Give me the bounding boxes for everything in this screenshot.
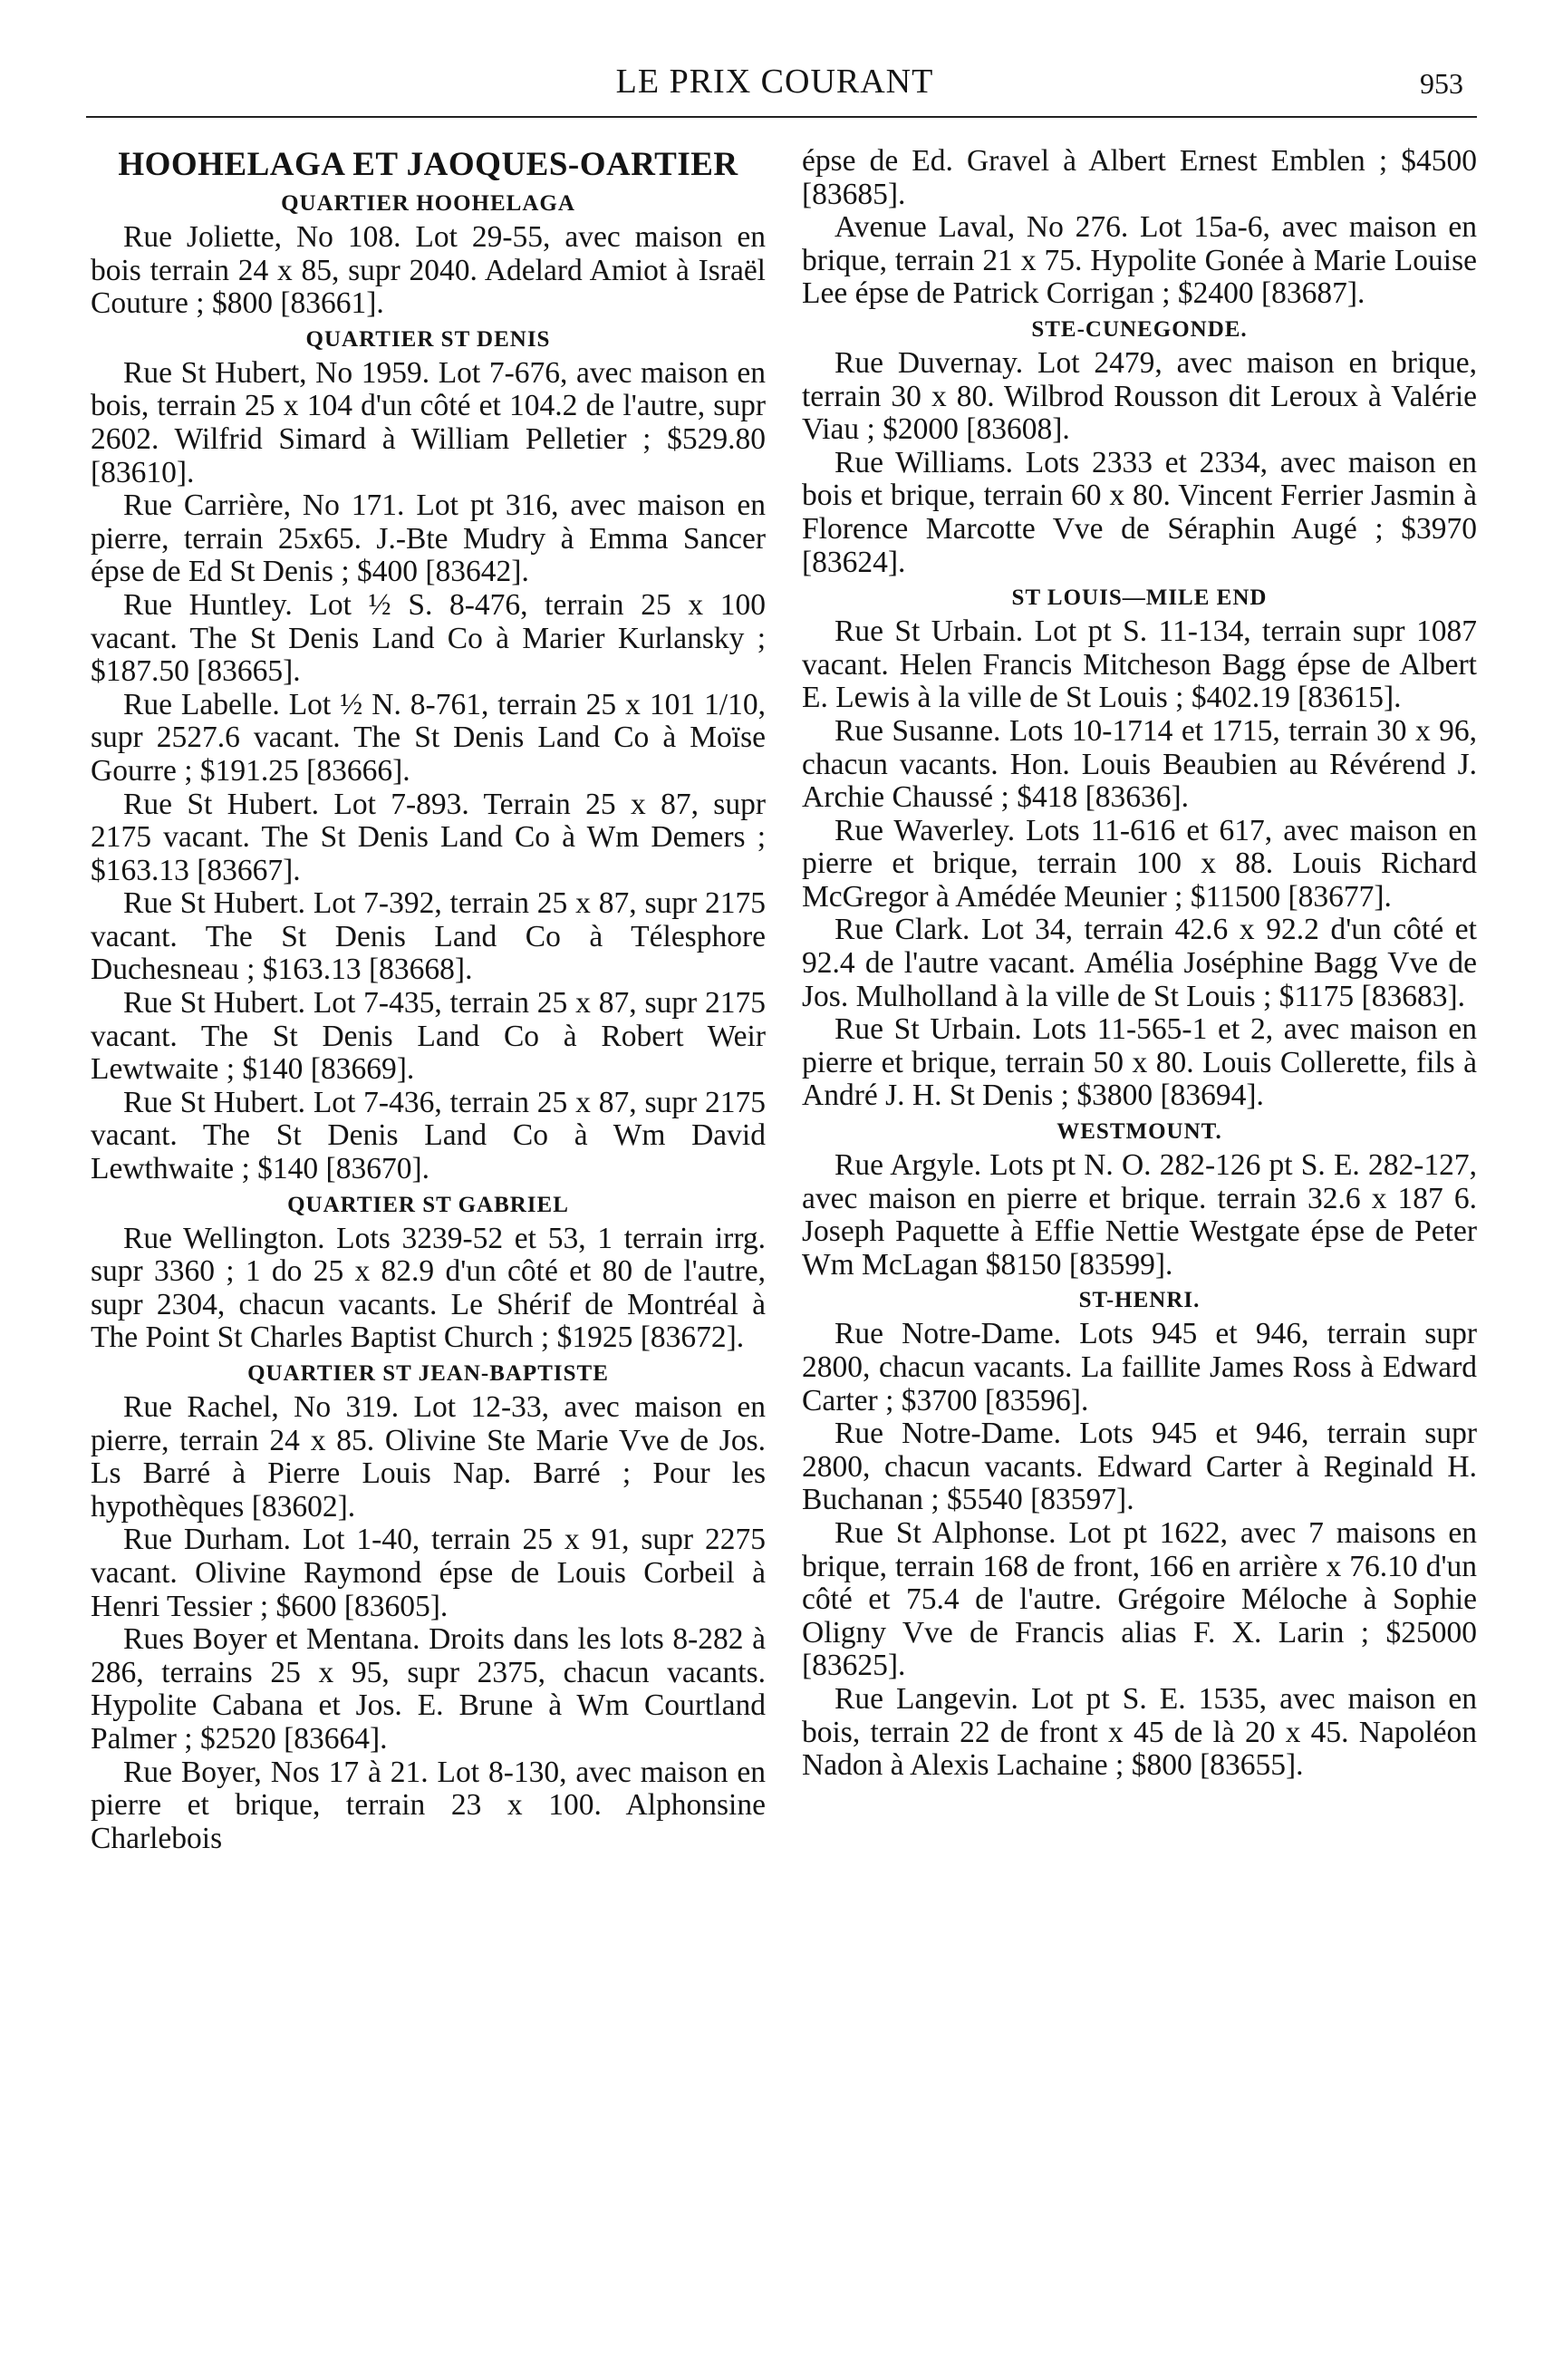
transaction-entry: Rue Rachel, No 319. Lot 12-33, avec maison en pierre, terrain 24 x 85. Olivine Ste Marie Vve de Jos. Ls Barré à Pierre Louis Nap. Barré ; Pour les hypothèques [83602].: [91, 1390, 766, 1524]
section-title: HOOHELAGA ET JAOQUES-OARTIER: [118, 146, 738, 183]
district-heading: QUARTIER ST DENIS: [305, 326, 551, 352]
transaction-entry: Rue Argyle. Lots pt N. O. 282-126 pt S. E. 282-127, avec maison en pierre et brique. terrain 32.6 x 187 6. Joseph Paquette à Effie Nettie Westgate épse de Peter Wm McLagan $8150 [83599].: [802, 1148, 1477, 1282]
transaction-entry: Rue Langevin. Lot pt S. E. 1535, avec maison en bois, terrain 22 de front x 45 de là 20 x 45. Napoléon Nadon à Alexis Lachaine ; $800 [83655].: [802, 1681, 1477, 1783]
district-heading: ST LOUIS—MILE END: [1011, 585, 1268, 611]
page-header: [86, 56, 1463, 111]
transaction-entry: Rue Huntley. Lot ½ S. 8-476, terrain 25 x 100 vacant. The St Denis Land Co à Marier Kurlansky ; $187.50 [83665].: [91, 587, 766, 689]
transaction-entry: Rue Duvernay. Lot 2479, avec maison en brique, terrain 30 x 80. Wilbrod Rousson dit Leroux à Valérie Viau ; $2000 [83608].: [802, 345, 1477, 447]
district-heading: QUARTIER ST JEAN-BAPTISTE: [247, 1361, 609, 1386]
running-title: LE PRIX COURANT: [615, 63, 934, 101]
transaction-entry: Rue St Hubert, No 1959. Lot 7-676, avec maison en bois, terrain 25 x 104 d'un côté et 104.2 de l'autre, supr 2602. Wilfrid Simard à William Pelletier ; $529.80 [83610].: [91, 355, 766, 489]
page-number: 953: [1420, 67, 1463, 100]
transaction-entry: Rue Carrière, No 171. Lot pt 316, avec maison en pierre, terrain 25x65. J.-Bte Mudry à Emma Sancer épse de Ed St Denis ; $400 [83642].: [91, 489, 766, 589]
transaction-entry: Rue Williams. Lots 2333 et 2334, avec maison en bois et brique, terrain 60 x 80. Vincent Ferrier Jasmin à Florence Marcotte Vve de Séraphin Augé ; $3970 [83624].: [802, 445, 1477, 579]
district-heading: QUARTIER HOOHELAGA: [281, 191, 575, 216]
district-heading: QUARTIER ST GABRIEL: [287, 1192, 569, 1217]
transaction-entry: épse de Ed. Gravel à Albert Ernest Emblen ; $4500 [83685].: [802, 144, 1477, 211]
transaction-entry: Rue St Hubert. Lot 7-436, terrain 25 x 87, supr 2175 vacant. The St Denis Land Co à Wm David Lewthwaite ; $140 [83670].: [91, 1085, 766, 1186]
transaction-entry: Rue St Alphonse. Lot pt 1622, avec 7 maisons en brique, terrain 168 de front, 166 en arrière x 76.10 d'un côté et 75.4 de l'autre. Grégoire Méloche à Sophie Oligny Vve de Francis alias F. X. Larin ; $25000 [83625].: [802, 1515, 1477, 1683]
transaction-entry: Rue Boyer, Nos 17 à 21. Lot 8-130, avec maison en pierre et brique, terrain 23 x 100. Alphonsine Charlebois: [91, 1755, 766, 1855]
transaction-entry: Rue Joliette, No 108. Lot 29-55, avec maison en bois terrain 24 x 85, supr 2040. Adelard Amiot à Israël Couture ; $800 [83661].: [91, 220, 766, 321]
right-column: [802, 145, 1477, 1783]
transaction-entry: Rue Notre-Dame. Lots 945 et 946, terrain supr 2800, chacun vacants. Edward Carter à Reginald H. Buchanan ; $5540 [83597].: [802, 1417, 1477, 1517]
district-heading: ST-HENRI.: [1078, 1288, 1201, 1313]
transaction-entry: Rue Clark. Lot 34, terrain 42.6 x 92.2 d'un côté et 92.4 de l'autre vacant. Amélia Joséphine Bagg Vve de Jos. Mulholland à la ville de St Louis ; $1175 [83683].: [802, 913, 1477, 1013]
transaction-entry: Rue Wellington. Lots 3239-52 et 53, 1 terrain irrg. supr 3360 ; 1 do 25 x 82.9 d'un côté et 80 de l'autre, supr 2304, chacun vacants. Le Shérif de Montréal à The Point St Charles Baptist Church ; $1925 [83672].: [91, 1221, 766, 1355]
transaction-entry: Rue Susanne. Lots 10-1714 et 1715, terrain 30 x 96, chacun vacants. Hon. Louis Beaubien au Révérend J. Archie Chaussé ; $418 [83636].: [802, 713, 1477, 815]
transaction-entry: Rue St Hubert. Lot 7-392, terrain 25 x 87, supr 2175 vacant. The St Denis Land Co à Télesphore Duchesneau ; $163.13 [83668].: [91, 886, 766, 987]
transaction-entry: Rues Boyer et Mentana. Droits dans les lots 8-282 à 286, terrains 25 x 95, supr 2375, chacun vacants. Hypolite Cabana et Jos. E. Brune à Wm Courtland Palmer ; $2520 [83664].: [91, 1622, 766, 1756]
district-heading: STE-CUNEGONDE.: [1031, 316, 1248, 342]
transaction-entry: Rue Waverley. Lots 11-616 et 617, avec maison en pierre et brique, terrain 100 x 88. Louis Richard McGregor à Amédée Meunier ; $11500 [83677].: [802, 813, 1477, 914]
transaction-entry: Rue Durham. Lot 1-40, terrain 25 x 91, supr 2275 vacant. Olivine Raymond épse de Louis Corbeil à Henri Tessier ; $600 [83605].: [91, 1523, 766, 1623]
transaction-entry: Rue St Hubert. Lot 7-893. Terrain 25 x 87, supr 2175 vacant. The St Denis Land Co à Wm Demers ; $163.13 [83667].: [91, 787, 766, 887]
header-rule: [86, 116, 1477, 118]
transaction-entry: Rue Labelle. Lot ½ N. 8-761, terrain 25 x 101 1/10, supr 2527.6 vacant. The St Denis Land Co à Moïse Gourre ; $191.25 [83666].: [91, 687, 766, 788]
transaction-entry: Rue St Hubert. Lot 7-435, terrain 25 x 87, supr 2175 vacant. The St Denis Land Co à Robert Weir Lewtwaite ; $140 [83669].: [91, 986, 766, 1087]
left-column: [91, 145, 766, 1855]
transaction-entry: Avenue Laval, No 276. Lot 15a-6, avec maison en brique, terrain 21 x 75. Hypolite Gonée à Marie Louise Lee épse de Patrick Corrigan ; $2400 [83687].: [802, 210, 1477, 311]
transaction-entry: Rue St Urbain. Lots 11-565-1 et 2, avec maison en pierre et brique, terrain 50 x 80. Louis Collerette, fils à André J. H. St Denis ; $3800 [83694].: [802, 1012, 1477, 1113]
district-heading: WESTMOUNT.: [1056, 1119, 1222, 1145]
transaction-entry: Rue St Urbain. Lot pt S. 11-134, terrain supr 1087 vacant. Helen Francis Mitcheson Bagg épse de Albert E. Lewis à la ville de St Louis ; $402.19 [83615].: [802, 614, 1477, 715]
transaction-entry: Rue Notre-Dame. Lots 945 et 946, terrain supr 2800, chacun vacants. La faillite James Ross à Edward Carter ; $3700 [83596].: [802, 1317, 1477, 1417]
